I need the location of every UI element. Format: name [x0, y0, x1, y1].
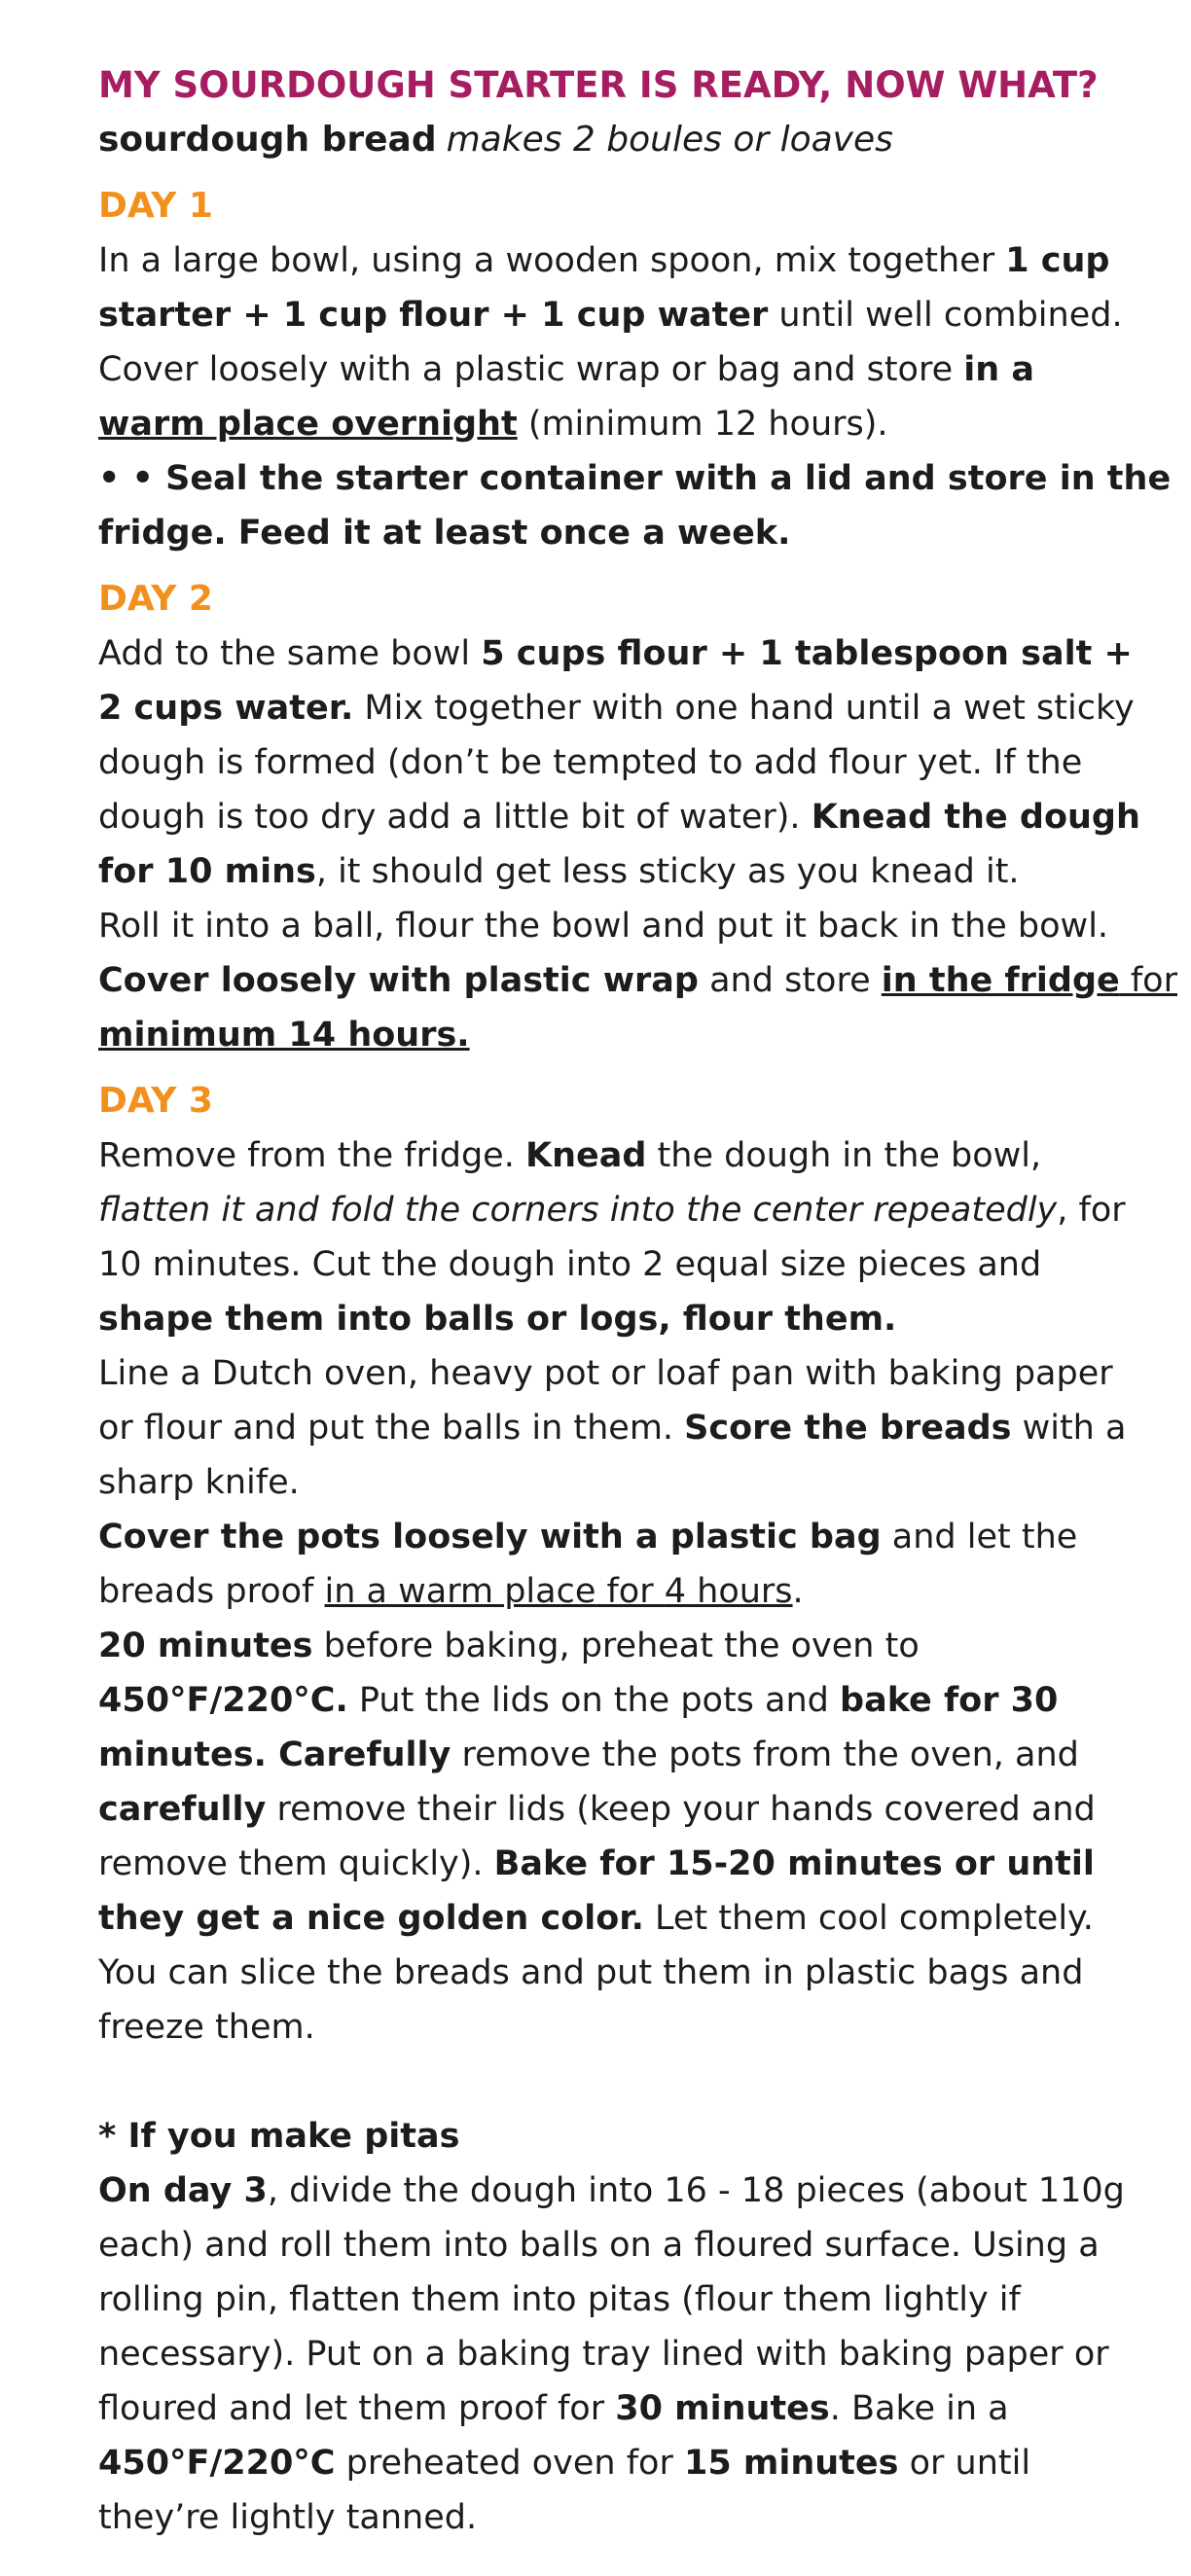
text-run: . Bake in a — [829, 2389, 1009, 2428]
text-run: Score the breads — [684, 1409, 1012, 1448]
text-run: Cover the pots loosely with a plastic bag — [98, 1518, 882, 1556]
text-run: they get a nice golden color. — [98, 1899, 644, 1938]
text-run: (minimum 12 hours). — [517, 405, 888, 444]
text-line — [98, 397, 1149, 451]
text-run: 450°F/220°C — [98, 2444, 336, 2483]
recipe-subtitle — [98, 113, 1149, 167]
text-line — [98, 2381, 1149, 2436]
text-line — [98, 1510, 1149, 1564]
text-run: for — [596, 1572, 665, 1611]
text-line: • • Seal the starter container with a lid and store in the — [98, 459, 1172, 498]
text-run: Cover loosely with a plastic wrap or bag and store — [98, 350, 964, 389]
text-run: starter + 1 cup flour + 1 cup water — [98, 296, 769, 335]
text-line — [98, 1673, 1149, 1728]
text-run: in a — [963, 350, 1034, 389]
text-line: they’re lightly tanned. — [98, 2498, 478, 2537]
text-run: before baking, preheat the oven to — [312, 1627, 920, 1665]
text-run: in the fridge — [881, 961, 1120, 1000]
day-1-instructions — [98, 233, 1172, 560]
text-line — [98, 2436, 1149, 2490]
text-run: and store — [698, 961, 882, 1000]
day-3-instructions — [98, 1128, 1149, 2055]
text-line — [98, 233, 1149, 288]
day-3-heading: DAY 3 — [98, 1081, 213, 1121]
text-run: 20 minutes — [98, 1627, 313, 1665]
text-run: remove the pots from the oven, and — [451, 1735, 1079, 1774]
text-line: minimum 14 hours. — [98, 1016, 470, 1055]
text-run: Bake for 15-20 minutes or until — [493, 1844, 1095, 1883]
text-run: breads proof — [98, 1572, 325, 1611]
text-run: 450°F/220°C. — [98, 1681, 348, 1720]
text-run: warm place overnight — [98, 405, 518, 444]
text-run: 4 hours — [664, 1572, 793, 1611]
text-run: minutes. Carefully — [98, 1735, 451, 1774]
day-1-heading: DAY 1 — [98, 186, 213, 226]
text-run: carefully — [98, 1790, 267, 1829]
text-run: Let them cool completely. — [643, 1899, 1094, 1938]
text-line: sharp knife. — [98, 1463, 300, 1502]
text-line — [98, 1564, 1149, 1619]
text-line — [98, 790, 1149, 844]
text-run: Add to the same bowl — [98, 634, 482, 673]
text-run: dough is too dry add a little bit of water). — [98, 798, 812, 837]
pitas-section — [98, 2109, 1149, 2545]
text-line — [98, 1401, 1149, 1455]
text-line — [98, 626, 1149, 681]
pitas-heading: * If you make pitas — [98, 2117, 460, 2156]
text-line: You can slice the breads and put them in plastic bags and — [98, 1953, 1084, 1992]
text-run: , divide the dough into 16 - 18 pieces (about 110g — [267, 2171, 1125, 2210]
text-run: flatten it and fold the corners into the center repeatedly — [98, 1191, 1058, 1230]
text-run: Mix together with one hand until a wet sticky — [353, 689, 1135, 728]
text-run: , for — [1057, 1191, 1126, 1230]
text-run: . — [792, 1572, 804, 1611]
text-run: and let the — [881, 1518, 1078, 1556]
text-run: 1 cup — [1005, 241, 1110, 280]
text-line: Roll it into a ball, flour the bowl and put it back in the bowl. — [98, 907, 1109, 946]
text-line — [98, 1619, 1149, 1673]
text-line — [98, 2164, 1149, 2218]
text-run: Remove from the fridge. — [98, 1136, 525, 1175]
day-2-instructions — [98, 626, 1177, 1062]
page-title: MY SOURDOUGH STARTER IS READY, NOW WHAT? — [98, 64, 1099, 106]
text-run: Put the lids on the pots and — [347, 1681, 841, 1720]
text-run: Cover loosely with plastic wrap — [98, 961, 699, 1000]
text-line: dough is formed (don’t be tempted to add flour yet. If the — [98, 743, 1083, 782]
text-line: necessary). Put on a baking tray lined with baking paper or — [98, 2335, 1109, 2374]
text-line — [98, 1128, 1149, 1183]
text-run: the dough in the bowl, — [646, 1136, 1042, 1175]
text-run: Knead — [524, 1136, 647, 1175]
recipe-yield: makes 2 boules or loaves — [446, 120, 893, 160]
text-run: bake for 30 — [840, 1681, 1059, 1720]
text-run: 30 minutes — [615, 2389, 830, 2428]
text-run: In a large bowl, using a wooden spoon, mix together — [98, 241, 1006, 280]
text-line — [98, 844, 1149, 899]
text-run: or flour and put the balls in them. — [98, 1409, 685, 1448]
text-run: floured and let them proof for — [98, 2389, 616, 2428]
text-line — [98, 1183, 1149, 1237]
text-run: for — [1119, 961, 1177, 1000]
text-line — [98, 288, 1149, 342]
text-run: until well combined. — [768, 296, 1123, 335]
text-run: , it should get less sticky as you knead it. — [315, 852, 1020, 891]
text-line: 10 minutes. Cut the dough into 2 equal size pieces and — [98, 1245, 1042, 1284]
text-line — [98, 1891, 1149, 1946]
text-line — [98, 1837, 1149, 1891]
text-run: Knead the dough — [811, 798, 1140, 837]
text-line: rolling pin, flatten them into pitas (flour them lightly if — [98, 2280, 1021, 2319]
text-run: in a warm place — [324, 1572, 596, 1611]
text-run: 5 cups flour + 1 tablespoon salt + — [481, 634, 1133, 673]
text-run: On day 3 — [98, 2171, 268, 2210]
text-run: remove them quickly). — [98, 1844, 494, 1883]
text-run: remove their lids (keep your hands covered and — [266, 1790, 1096, 1829]
text-line — [98, 681, 1149, 735]
day-2-heading: DAY 2 — [98, 579, 213, 619]
recipe-name: sourdough bread — [98, 120, 437, 160]
text-run: or until — [898, 2444, 1031, 2483]
text-run: with a — [1011, 1409, 1127, 1448]
text-line: each) and roll them into balls on a floured surface. Using a — [98, 2226, 1100, 2265]
text-line: fridge. Feed it at least once a week. — [98, 514, 791, 553]
text-run: preheated oven for — [335, 2444, 684, 2483]
text-line — [98, 953, 1177, 1008]
text-line — [98, 1728, 1149, 1782]
text-line — [98, 1782, 1149, 1837]
text-line — [98, 342, 1149, 397]
recipe-document — [98, 58, 1177, 2545]
text-run: 2 cups water. — [98, 689, 354, 728]
text-line: freeze them. — [98, 2008, 315, 2047]
text-run: 15 minutes — [683, 2444, 899, 2483]
text-run: for 10 mins — [98, 852, 316, 891]
section-spacer — [98, 2055, 1149, 2109]
text-line: Line a Dutch oven, heavy pot or loaf pan with baking paper — [98, 1354, 1113, 1393]
text-line: shape them into balls or logs, flour them. — [98, 1300, 897, 1339]
